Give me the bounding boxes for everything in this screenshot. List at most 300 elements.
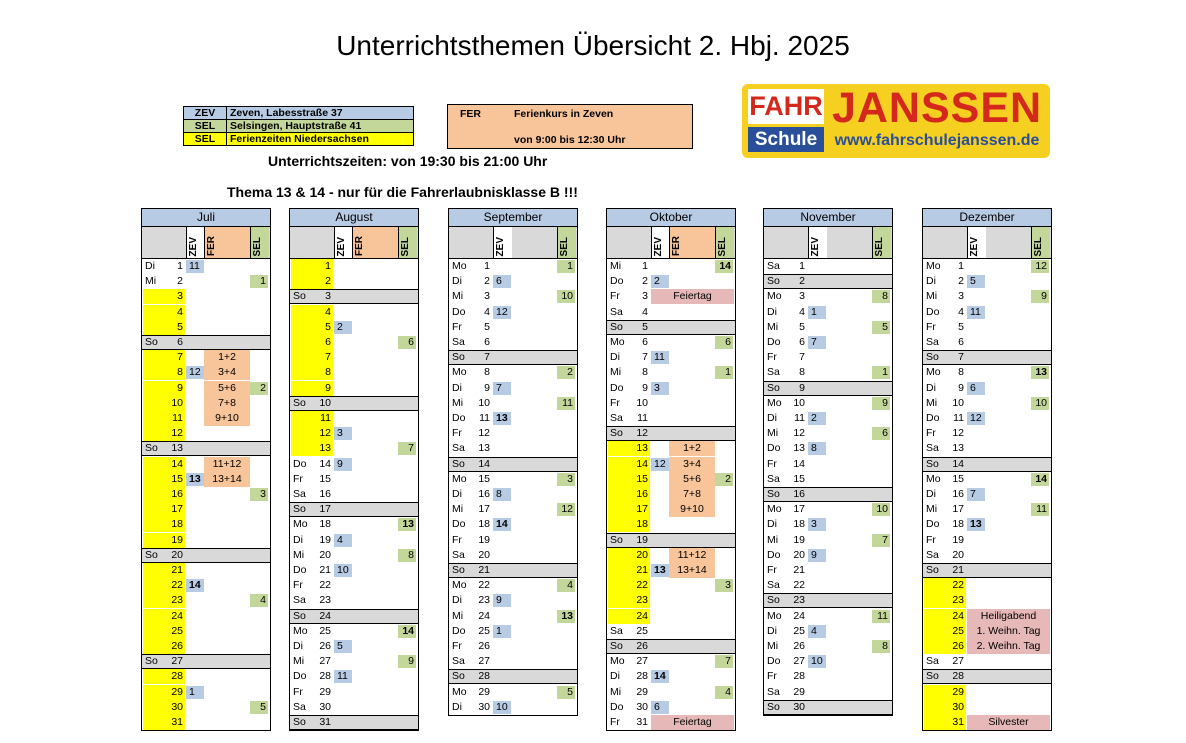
day-row — [142, 700, 270, 715]
sel-lesson: 2 — [557, 366, 575, 379]
weekday: So — [767, 700, 780, 713]
day-row — [449, 274, 577, 289]
day-row — [764, 411, 892, 426]
fer-lesson: 3+4 — [204, 365, 250, 380]
weekday: Di — [610, 670, 620, 683]
day-number: 16 — [608, 487, 649, 502]
day-number: 10 — [143, 396, 184, 411]
day-number: 6 — [177, 336, 183, 348]
sel-lesson: 5 — [872, 321, 890, 334]
weekday: Sa — [926, 548, 939, 561]
zev-lesson: 9 — [334, 458, 352, 471]
column-label: FER — [354, 236, 365, 256]
legend-text: Zeven, Labesstraße 37 — [227, 107, 414, 120]
day-number: 5 — [291, 320, 332, 335]
day-row — [142, 396, 270, 411]
day-row — [764, 654, 892, 669]
day-number: 14 — [143, 457, 184, 472]
day-row — [764, 533, 892, 548]
day-number: 30 — [636, 700, 648, 713]
weekday: Mi — [767, 533, 779, 546]
logo-name: JANSSEN — [831, 84, 1043, 132]
day-number: 1 — [958, 260, 964, 272]
day-row — [290, 289, 418, 304]
zev-lesson: 14 — [651, 670, 669, 683]
day-row — [764, 563, 892, 578]
legend-row-sel — [184, 120, 414, 133]
day-number: 5 — [642, 320, 648, 333]
day-number: 5 — [799, 320, 805, 333]
day-row — [449, 472, 577, 487]
fer-lesson: 9+10 — [204, 411, 250, 426]
day-row — [142, 533, 270, 548]
day-row — [923, 274, 1051, 289]
day-number: 13 — [952, 442, 964, 455]
weekday: So — [452, 457, 465, 470]
weekday: Fr — [926, 533, 936, 546]
day-number: 23 — [478, 594, 490, 607]
day-row — [290, 396, 418, 411]
zev-lesson: 10 — [808, 655, 826, 668]
day-rows — [142, 259, 270, 730]
day-number: 25 — [793, 624, 805, 637]
day-number: 13 — [478, 442, 490, 455]
month-header: September — [449, 209, 577, 227]
day-row — [764, 685, 892, 700]
day-row — [142, 609, 270, 624]
weekday: Mi — [610, 366, 622, 379]
weekday: Sa — [293, 700, 306, 713]
day-number: 25 — [636, 624, 648, 637]
day-number: 27 — [793, 655, 805, 668]
day-number: 21 — [143, 563, 184, 578]
day-number: 21 — [608, 563, 649, 578]
day-number: 3 — [143, 289, 184, 304]
weekday: Mo — [452, 260, 467, 272]
day-row — [923, 289, 1051, 304]
weekday: Do — [926, 305, 940, 318]
day-number: 7 — [484, 351, 490, 364]
zev-lesson: 13 — [651, 564, 669, 577]
day-row — [923, 609, 1051, 624]
month-dezember — [922, 208, 1052, 731]
day-number: 18 — [952, 518, 964, 531]
weekday: Do — [767, 655, 781, 668]
zev-lesson: 12 — [186, 366, 204, 379]
sel-lesson: 7 — [872, 534, 890, 547]
day-number: 27 — [171, 655, 183, 668]
weekday: Do — [767, 442, 781, 455]
day-number: 12 — [636, 427, 648, 440]
weekday: Fr — [293, 579, 303, 592]
weekday: Mo — [926, 366, 941, 379]
day-number: 1 — [291, 259, 332, 274]
day-row — [142, 715, 270, 730]
column-label: ZEV — [969, 236, 980, 256]
weekday: So — [926, 457, 939, 470]
day-row — [142, 305, 270, 320]
day-row — [923, 259, 1051, 274]
day-row — [607, 289, 735, 304]
month-oktober — [606, 208, 736, 731]
day-row — [290, 457, 418, 472]
day-row — [764, 381, 892, 396]
weekday: So — [145, 442, 158, 455]
day-row — [923, 639, 1051, 654]
day-number: 19 — [478, 533, 490, 546]
day-row — [142, 457, 270, 472]
day-row — [290, 472, 418, 487]
day-row — [449, 700, 577, 715]
day-number: 11 — [291, 411, 332, 426]
day-row — [607, 624, 735, 639]
day-row — [923, 517, 1051, 532]
column-fer — [204, 227, 251, 258]
weekday: Mo — [767, 396, 782, 409]
day-row — [449, 335, 577, 350]
month-header: August — [290, 209, 418, 227]
day-row — [142, 411, 270, 426]
sel-lesson: 4 — [557, 579, 575, 592]
day-row — [923, 624, 1051, 639]
weekday: Fr — [767, 564, 777, 576]
day-row — [607, 365, 735, 380]
legend-row-holidays — [184, 133, 414, 146]
day-row — [142, 517, 270, 532]
weekday: Di — [452, 381, 462, 394]
weekday: Mi — [610, 260, 622, 272]
day-number: 10 — [636, 396, 648, 409]
day-row — [449, 502, 577, 517]
lesson-times: Unterrichtszeiten: von 19:30 bis 21:00 Uhr — [268, 153, 548, 169]
weekday: Do — [452, 518, 466, 531]
day-number: 1 — [177, 260, 183, 272]
weekday: Di — [452, 700, 462, 713]
column-zev — [334, 227, 353, 258]
weekday: Mi — [293, 548, 305, 561]
zev-lesson: 2 — [808, 412, 826, 425]
day-number: 7 — [958, 351, 964, 364]
weekday: Mi — [452, 396, 464, 409]
zev-lesson: 8 — [808, 442, 826, 455]
day-row — [764, 472, 892, 487]
day-row — [449, 609, 577, 624]
zev-lesson: 4 — [334, 534, 352, 547]
weekday: Mi — [452, 290, 464, 303]
sel-lesson: 6 — [398, 336, 416, 349]
day-row — [923, 396, 1051, 411]
day-number: 3 — [484, 290, 490, 303]
weekday: Sa — [452, 655, 465, 668]
day-number: 4 — [484, 305, 490, 318]
day-number: 29 — [924, 685, 965, 700]
day-number: 14 — [478, 457, 490, 470]
day-number: 28 — [952, 670, 964, 683]
day-row — [607, 457, 735, 472]
weekday: Mi — [452, 609, 464, 622]
day-row — [923, 685, 1051, 700]
day-row — [142, 578, 270, 593]
weekday: Mi — [926, 290, 938, 303]
weekday: Fr — [293, 472, 303, 485]
zev-lesson: 11 — [967, 306, 985, 319]
zev-lesson: 1 — [493, 625, 511, 638]
zev-lesson: 13 — [967, 518, 985, 531]
day-row — [142, 487, 270, 502]
day-number: 6 — [291, 335, 332, 350]
weekday: So — [926, 564, 939, 576]
column-sel — [250, 227, 269, 258]
day-number: 19 — [319, 533, 331, 546]
weekday: Sa — [610, 305, 623, 318]
sel-lesson: 1 — [250, 275, 268, 288]
column-label: FER — [206, 236, 217, 256]
day-number: 16 — [478, 488, 490, 500]
day-number: 17 — [952, 503, 964, 516]
month-header: Juli — [142, 209, 270, 227]
day-row — [923, 593, 1051, 608]
weekday: Di — [452, 275, 462, 288]
weekday: Sa — [767, 685, 780, 698]
day-row — [923, 365, 1051, 380]
day-row — [764, 517, 892, 532]
zev-lesson: 14 — [493, 518, 511, 531]
day-number: 4 — [799, 305, 805, 318]
weekday: So — [293, 290, 306, 303]
day-number: 20 — [478, 548, 490, 561]
zev-lesson: 4 — [808, 625, 826, 638]
day-number: 2 — [642, 275, 648, 288]
day-number: 31 — [143, 715, 184, 730]
weekday: Do — [926, 518, 940, 531]
legend-text: Selsingen, Hauptstraße 41 — [227, 120, 414, 133]
zev-lesson: 3 — [808, 518, 826, 531]
weekday: Do — [452, 412, 466, 424]
weekday: Sa — [452, 442, 465, 455]
holiday-note: 1. Weihn. Tag — [967, 624, 1050, 639]
day-number: 30 — [924, 700, 965, 715]
day-row — [764, 289, 892, 304]
weekday: So — [767, 381, 780, 394]
day-number: 6 — [958, 336, 964, 348]
weekday: Di — [610, 351, 620, 364]
fer-lesson: 5+6 — [669, 472, 715, 487]
day-row — [142, 259, 270, 274]
day-row — [923, 411, 1051, 426]
day-number: 29 — [636, 685, 648, 698]
day-row — [764, 396, 892, 411]
day-row — [449, 457, 577, 472]
column-fer — [352, 227, 399, 258]
day-row — [607, 441, 735, 456]
day-row — [449, 669, 577, 684]
day-row — [607, 426, 735, 441]
day-row — [290, 609, 418, 624]
day-number: 19 — [143, 533, 184, 548]
zev-lesson: 7 — [967, 488, 985, 501]
day-number: 19 — [793, 533, 805, 546]
day-row — [923, 548, 1051, 563]
day-number: 11 — [794, 412, 805, 424]
day-number: 15 — [478, 472, 490, 485]
fer-code: FER — [460, 108, 481, 120]
day-row — [923, 563, 1051, 578]
column-header — [290, 227, 418, 259]
day-number: 3 — [642, 290, 648, 303]
sel-lesson: 3 — [557, 473, 575, 486]
day-number: 13 — [291, 441, 332, 456]
day-row — [290, 320, 418, 335]
day-number: 15 — [793, 472, 805, 485]
holiday-note: 2. Weihn. Tag — [967, 639, 1050, 654]
column-header — [607, 227, 735, 259]
weekday: Mo — [293, 624, 308, 637]
day-row — [607, 578, 735, 593]
zev-lesson: 6 — [651, 701, 669, 714]
day-number: 28 — [319, 670, 331, 683]
day-row — [607, 411, 735, 426]
day-number: 10 — [319, 396, 331, 409]
weekday: Di — [926, 381, 936, 394]
weekday: Sa — [452, 548, 465, 561]
day-row — [142, 441, 270, 456]
day-number: 19 — [952, 533, 964, 546]
day-number: 17 — [143, 502, 184, 517]
day-number: 29 — [319, 685, 331, 698]
day-number: 9 — [484, 381, 490, 394]
weekday: Fr — [767, 351, 777, 364]
day-row — [764, 335, 892, 350]
column-label: SEL — [252, 236, 263, 256]
column-zev — [808, 227, 827, 258]
day-number: 24 — [924, 609, 965, 624]
weekday: Mo — [610, 655, 625, 668]
day-number: 26 — [319, 640, 331, 652]
day-rows — [607, 259, 735, 730]
sel-lesson: 13 — [557, 610, 575, 623]
month-header: Dezember — [923, 209, 1051, 227]
page-title: Unterrichtsthemen Übersicht 2. Hbj. 2025 — [336, 30, 850, 61]
day-number: 11 — [637, 412, 648, 424]
day-number: 12 — [143, 426, 184, 441]
weekday: Di — [452, 594, 462, 607]
zev-lesson: 3 — [651, 382, 669, 395]
day-row — [607, 685, 735, 700]
holiday-note: Feiertag — [651, 289, 734, 304]
zev-lesson: 6 — [493, 275, 511, 288]
day-number: 6 — [642, 336, 648, 348]
column-zev — [186, 227, 205, 258]
day-number: 29 — [143, 685, 184, 700]
day-row — [449, 487, 577, 502]
column-label: FER — [671, 236, 682, 256]
weekday: Do — [452, 624, 466, 637]
day-number: 20 — [608, 548, 649, 563]
holiday-note: Feiertag — [651, 715, 734, 730]
day-number: 12 — [793, 427, 805, 440]
day-number: 1 — [642, 260, 648, 272]
day-row — [923, 715, 1051, 730]
day-row — [142, 624, 270, 639]
weekday: Di — [767, 518, 777, 531]
sel-lesson: 9 — [398, 655, 416, 668]
legend-code: SEL — [184, 120, 227, 133]
column-zev — [651, 227, 670, 258]
weekday: Mo — [452, 472, 467, 485]
sel-lesson: 9 — [872, 397, 890, 410]
day-number: 3 — [958, 290, 964, 303]
day-row — [764, 502, 892, 517]
day-row — [607, 472, 735, 487]
day-number: 14 — [319, 457, 331, 470]
logo-schule: Schule — [748, 127, 824, 152]
weekday: Fr — [610, 290, 620, 303]
weekday: So — [293, 396, 306, 409]
weekday: Di — [926, 275, 936, 288]
day-number: 22 — [793, 579, 805, 592]
weekday: Do — [610, 700, 624, 713]
day-number: 12 — [478, 427, 490, 440]
day-row — [290, 700, 418, 715]
day-number: 16 — [143, 487, 184, 502]
weekday: So — [452, 670, 465, 683]
weekday: So — [293, 716, 306, 728]
day-number: 24 — [793, 609, 805, 622]
day-row — [923, 441, 1051, 456]
day-number: 4 — [642, 305, 648, 318]
day-row — [290, 685, 418, 700]
day-row — [290, 441, 418, 456]
day-number: 17 — [319, 503, 331, 516]
zev-lesson: 12 — [493, 306, 511, 319]
day-number: 27 — [952, 655, 964, 668]
day-number: 31 — [319, 716, 331, 728]
weekday: So — [452, 351, 465, 364]
sel-lesson: 14 — [715, 260, 733, 273]
zev-lesson: 2 — [334, 321, 352, 334]
column-label: SEL — [559, 236, 570, 256]
day-row — [607, 350, 735, 365]
weekday: Mo — [926, 472, 941, 485]
weekday: Sa — [926, 655, 939, 668]
sel-lesson: 9 — [1031, 290, 1049, 303]
weekday: Sa — [610, 412, 623, 424]
column-label: SEL — [400, 236, 411, 256]
day-row — [607, 320, 735, 335]
day-number: 31 — [636, 716, 648, 728]
day-row — [449, 381, 577, 396]
day-number: 18 — [608, 517, 649, 532]
sel-lesson: 4 — [250, 594, 268, 607]
day-number: 17 — [478, 503, 490, 516]
day-row — [923, 335, 1051, 350]
day-row — [764, 350, 892, 365]
day-row — [142, 426, 270, 441]
day-row — [142, 365, 270, 380]
day-number: 14 — [608, 457, 649, 472]
day-row — [923, 578, 1051, 593]
day-number: 30 — [793, 700, 805, 713]
day-row — [142, 381, 270, 396]
day-row — [142, 654, 270, 669]
column-label: SEL — [874, 236, 885, 256]
day-number: 5 — [143, 320, 184, 335]
fer-lesson: 1+2 — [669, 441, 715, 456]
day-row — [764, 426, 892, 441]
weekday: Fr — [767, 670, 777, 683]
day-row — [764, 593, 892, 608]
day-row — [290, 654, 418, 669]
